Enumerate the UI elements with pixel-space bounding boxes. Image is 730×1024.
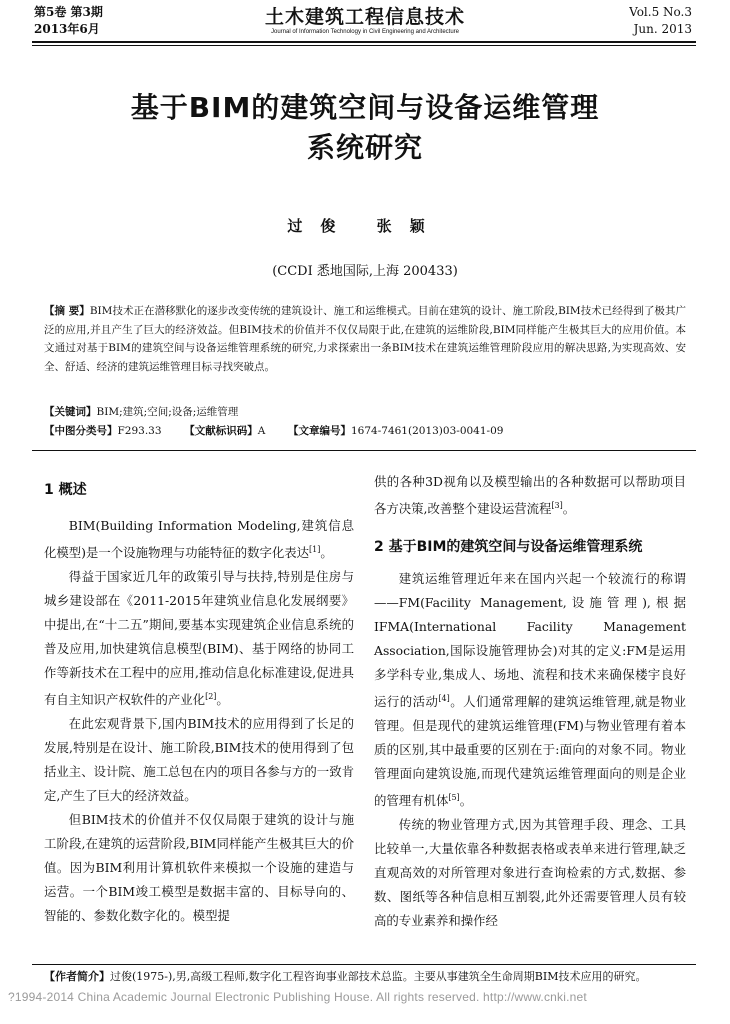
classification-line — [44, 422, 686, 440]
keywords-label: 【关键词】 — [44, 406, 97, 418]
issue-date-en: Jun. 2013 — [633, 22, 692, 36]
section-1-continuation: 供的各种3D视角以及模型输出的各种数据可以帮助项目各方决策,改善整个建设运营流程[3]。 — [374, 474, 686, 517]
keywords — [44, 403, 686, 421]
abstract-label: 【摘 要】 — [44, 305, 90, 317]
citation-4: [4] — [438, 694, 450, 704]
abstract-text: BIM技术正在潜移默化的逐步改变传统的建筑设计、施工和运维模式。目前在建筑的设计、施工阶段,BIM技术已经得到了极其广泛的应用,并且产生了巨大的经济效益。但BIM技术的价值并不仅仅局限于此,在建筑的运维阶段,BIM同样能产生极其巨大的应用价值。本文通过对基于BIM的建筑空间与设备运维管理系统的研究,力求探索出一条BIM技术在建筑运维管理阶段应用的解决思路,为实现高效、安全、舒适、经济的建筑运维管理目标寻找突破点。 — [44, 305, 686, 373]
issue-info-en — [629, 4, 692, 38]
section-1-paragraph-4: 但BIM技术的价值并不仅仅局限于建筑的设计与施工阶段,在建筑的运营阶段,BIM同样能产生极其巨大的价值。因为BIM利用计算机软件来模拟一个设施的建造与运营。一个BIM竣工模型是数据丰富的、目标导向的、智能的、参数化数字化的。模型提 — [44, 812, 354, 924]
issue-volume-en: Vol.5 No.3 — [629, 5, 692, 19]
citation-3: [3] — [551, 501, 563, 510]
section-2-title: 2 基于BIM的建筑空间与设备运维管理系统 — [374, 539, 643, 556]
doc-code-label: 【文献标识码】 — [184, 425, 258, 437]
issue-date: 2013年6月 — [34, 22, 100, 36]
section-1-title: 1 概述 — [44, 482, 87, 498]
journal-title: 土木建筑工程信息技术 — [264, 6, 465, 28]
author-note-text: 过俊(1975-),男,高级工程师,数字化工程咨询事业部技术总监。主要从事建筑全生命周期BIM技术应用的研究。 — [110, 970, 647, 983]
header-rule — [32, 41, 696, 43]
right-column — [374, 470, 686, 933]
section-1-paragraph-2: 得益于国家近几年的政策引导与扶持,特别是住房与城乡建设部在《2011-2015年建筑业信息化发展纲要》中提出,在“十二五”期间,要基本实现建筑企业信息系统的普及应用,加快建筑信息模型(BIM)、基于网络的协同工作等新技术在工程中的应用,推动信息化标准建设,促进具有自主知识产权软件的产业化[2]。 — [44, 569, 354, 708]
issue-info — [34, 4, 103, 38]
journal-masthead — [215, 2, 515, 35]
citation-5: [5] — [448, 793, 460, 803]
citation-2: [2] — [205, 692, 217, 702]
doc-code-value: A — [257, 425, 266, 437]
article-no-value: 1674-7461(2013)03-0041-09 — [351, 425, 504, 437]
authors: 过俊 张颖 — [287, 217, 443, 235]
cnki-watermark: ?1994-2014 China Academic Journal Electronic Publishing House. All rights reserved. http://www.cnki.net — [8, 990, 587, 1004]
left-column — [44, 478, 354, 928]
abstract-rule — [32, 450, 696, 451]
journal-subtitle: Journal of Information Technology in Civil Engineering and Architecture — [271, 29, 459, 35]
abstract — [44, 302, 686, 376]
article-no-label: 【文章编号】 — [288, 425, 351, 437]
clc-label: 【中图分类号】 — [44, 425, 118, 437]
header-rule-thin — [32, 45, 696, 46]
keywords-text: BIM;建筑;空间;设备;运维管理 — [96, 406, 239, 418]
section-2-paragraph-2: 传统的物业管理方式,因为其管理手段、理念、工具比较单一,大量依靠各种数据表格或表单来进行管理,缺乏直观高效的对所管理对象进行查询检索的方式,数据、参数、图纸等各种信息相互割裂,此外还需要管理人员有较高的专业素养和操作经 — [374, 817, 686, 929]
author-note — [44, 968, 686, 986]
affiliation: (CCDI 悉地国际,上海 200433) — [272, 264, 458, 279]
footnote-rule — [32, 964, 696, 965]
paper-title-line2: 系统研究 — [306, 131, 423, 164]
author-note-label: 【作者简介】 — [44, 970, 110, 983]
clc-value: F293.33 — [117, 425, 162, 437]
paper-title-line1: 基于BIM的建筑空间与设备运维管理 — [130, 91, 600, 124]
issue-volume: 第5卷 第3期 — [34, 5, 103, 19]
paper-title — [40, 88, 690, 168]
section-1-paragraph-1: BIM(Building Information Modeling,建筑信息化模型)是一个设施物理与功能特征的数字化表达[1]。 — [44, 518, 354, 561]
citation-1: [1] — [309, 545, 321, 554]
section-1-paragraph-3: 在此宏观背景下,国内BIM技术的应用得到了长足的发展,特别是在设计、施工阶段,BIM技术的使用得到了包括业主、设计院、施工总包在内的项目各参与方的一致肯定,产生了巨大的经济效益。 — [44, 716, 354, 804]
section-2-paragraph-1: 建筑运维管理近年来在国内兴起一个较流行的称谓——FM(Facility Management,设施管理),根据IFMA(International Facility Management Association,国际设施管理协会)对其的定义:FM是运用多学科专业,集成人、场地、流程和技术来确保楼宇良好运行的活动[4]。人们通常理解的建筑运维管理,就是物业管理。但是现代的建筑运维管理(FM)与物业管理有着本质的区别,其中最重要的区别在于:面向的对象不同。物业管理面向建筑设施,而现代建筑运维管理面向的则是企业的管理有机体[5]。 — [374, 571, 686, 809]
